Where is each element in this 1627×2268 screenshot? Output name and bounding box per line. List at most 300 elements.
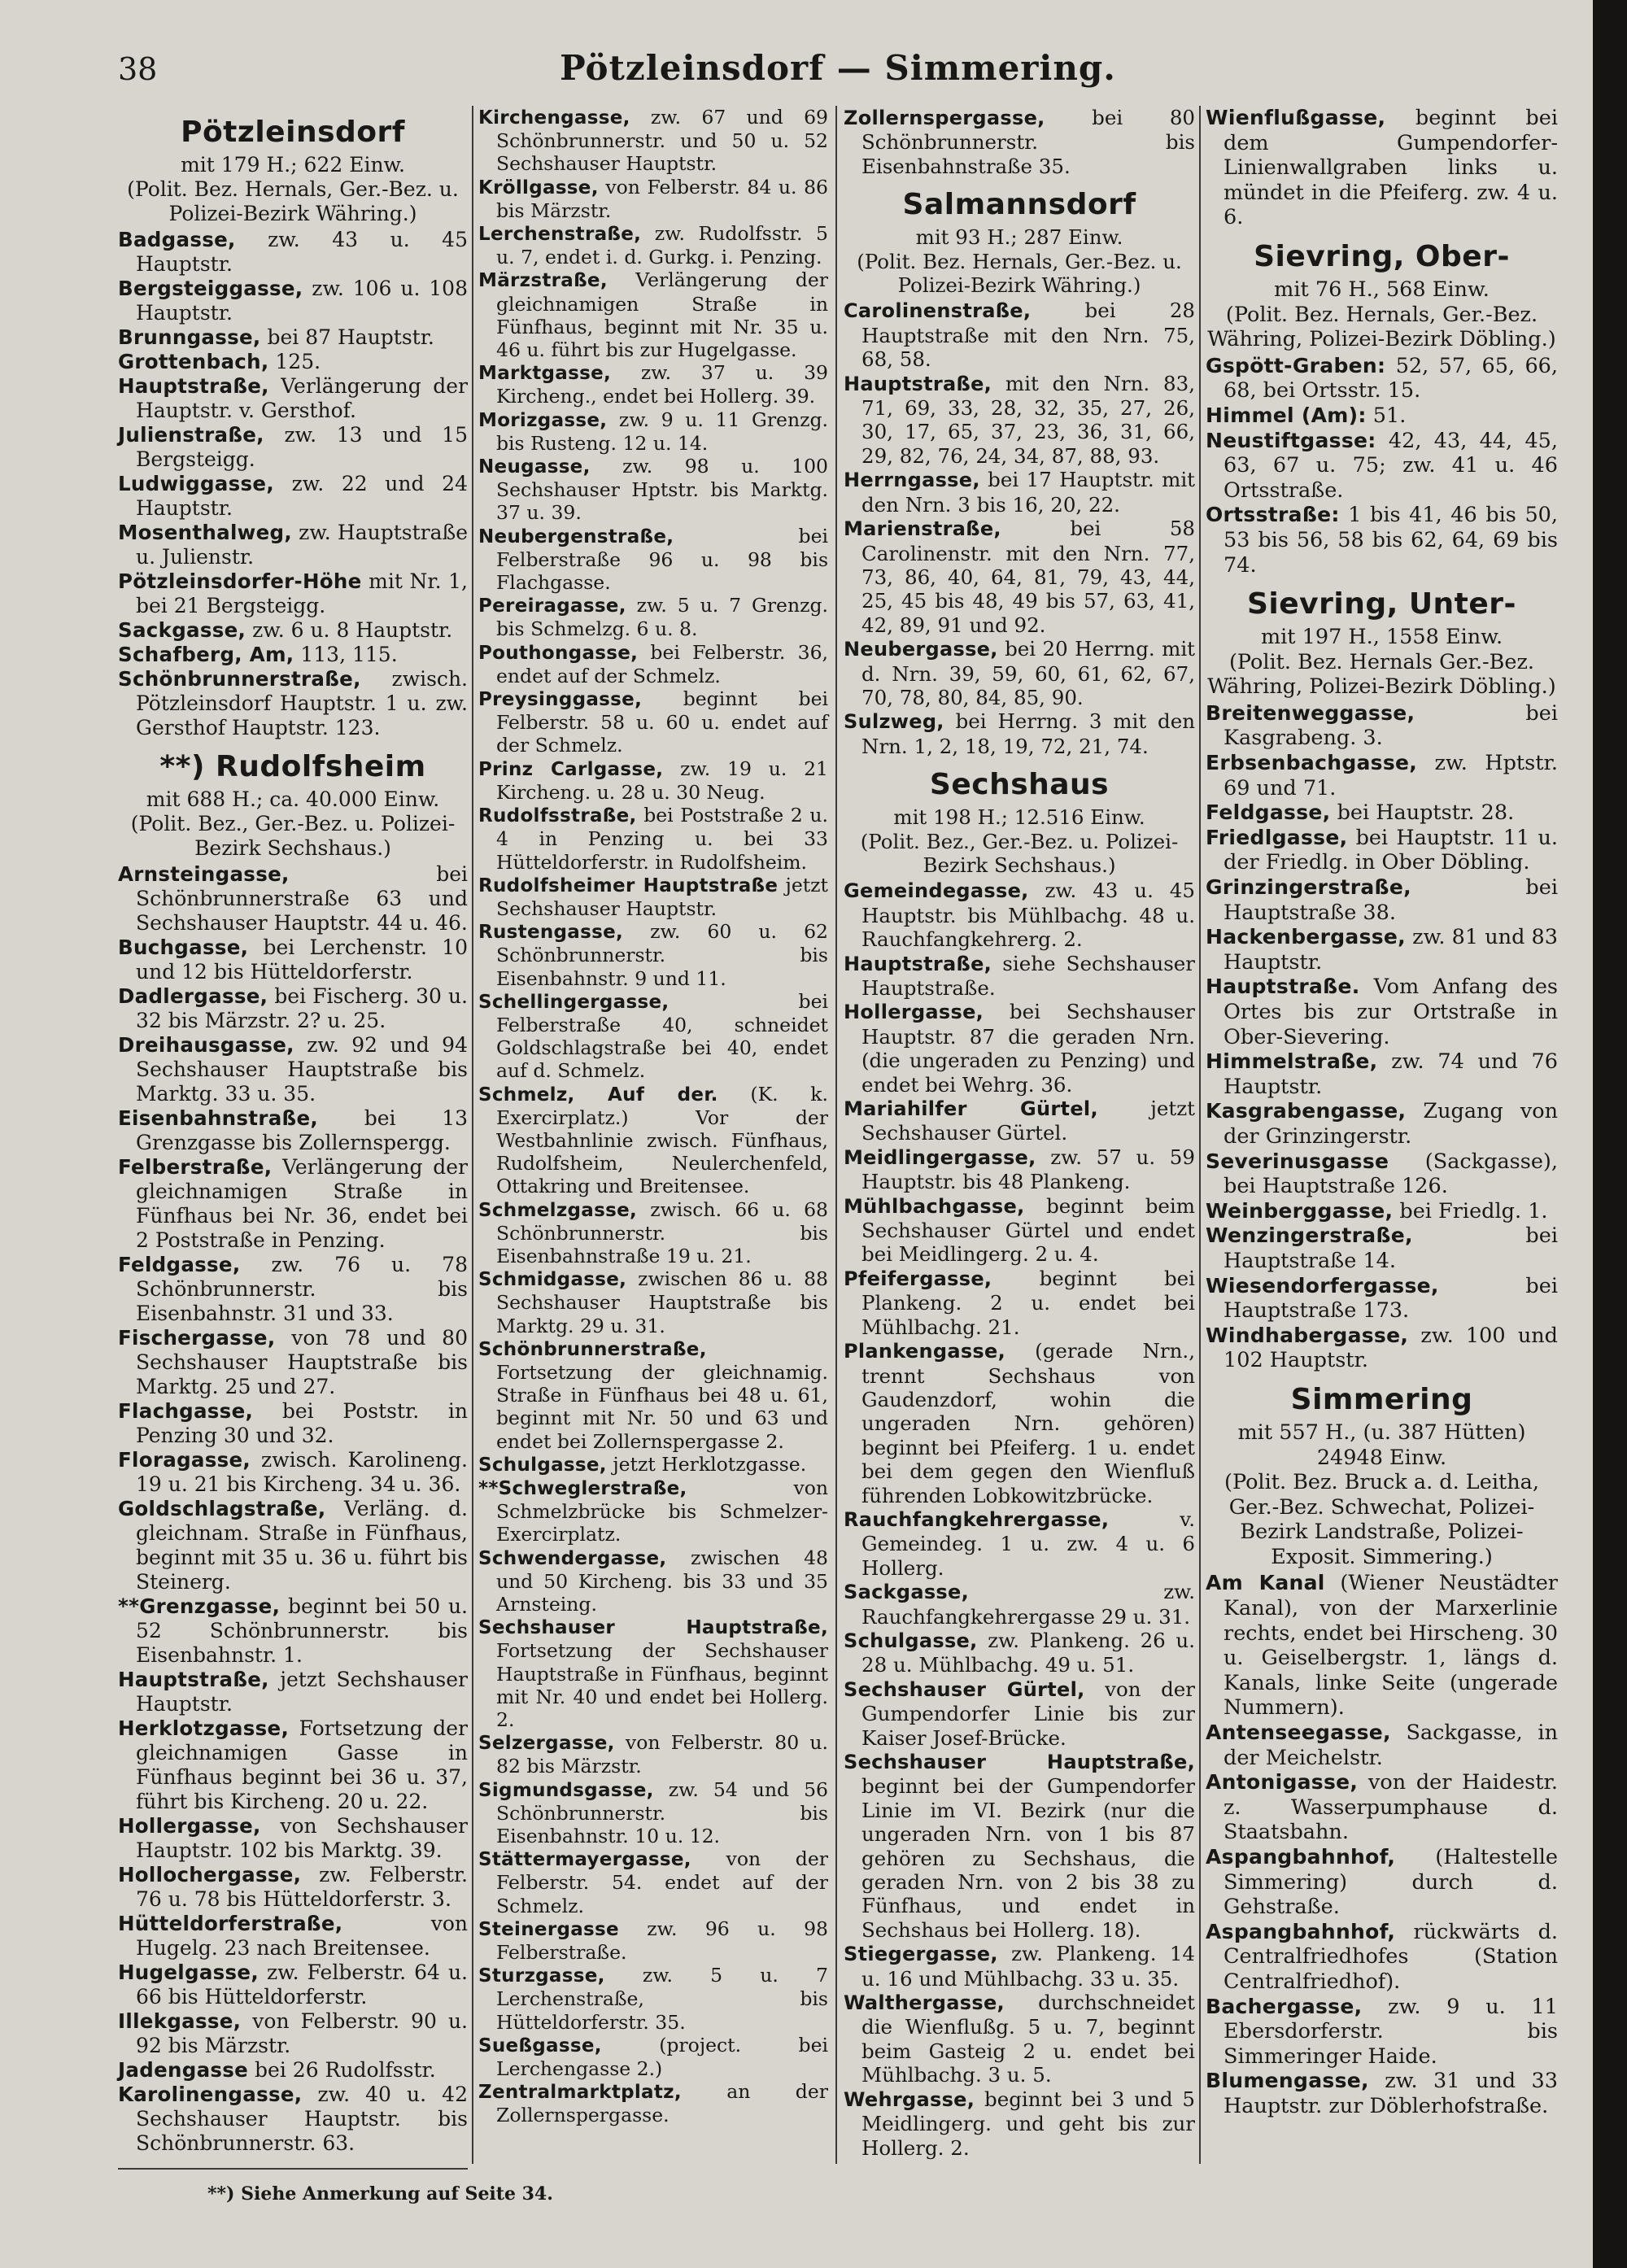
street-entry	[478, 1964, 828, 2034]
street-entry	[844, 1991, 1195, 2087]
street-description: von der Felberstr. 54. endet auf der Schmelz.	[496, 1847, 828, 1917]
street-entry	[118, 1033, 468, 1106]
street-description: an der Zollernspergasse.	[496, 2080, 828, 2127]
street-name: Aspangbahnhof,	[1206, 1845, 1396, 1869]
street-name: Hauptstraße.	[1206, 975, 1360, 999]
street-name: Rudolfsheimer Hauptstraße	[478, 874, 779, 896]
street-entry	[1206, 403, 1558, 429]
street-description: (Sackgasse), bei Hauptstraße 126.	[1224, 1149, 1558, 1199]
street-description: Fortsetzung der gleichnamigen Gasse in Fünfhaus beginnt bei 36 u. 37, führt bis Kircheng. 20 u. 22.	[136, 1716, 468, 1813]
street-name: Sechshauser Gürtel,	[844, 1677, 1085, 1701]
street-description: bei Felberstr. 36, endet auf der Schmelz.	[496, 640, 828, 687]
street-name: Dadlergasse,	[118, 984, 268, 1008]
street-name: Stättermayergasse,	[478, 1849, 691, 1871]
street-entry	[118, 1668, 468, 1716]
street-entry	[478, 1616, 828, 1731]
street-description: Fortsetzung der gleichnamig. Straße in Fünfhaus bei 48 u. 61, beginnt mit Nr. 50 und 63 und endet bei Zollernspergasse 2.	[496, 1360, 828, 1453]
street-entry	[1206, 826, 1558, 875]
street-name: Himmelstraße,	[1206, 1049, 1378, 1074]
district-administration: (Polit. Bez. Hernals, Ger.-Bez. Währing, Polizei-Bezirk Döbling.)	[1207, 302, 1556, 352]
street-entry	[844, 709, 1195, 758]
street-entry	[118, 618, 468, 643]
district-heading: Sechshaus	[929, 768, 1110, 802]
street-name: Feldgasse,	[1206, 800, 1331, 825]
street-description: bei Poststraße 2 u. 4 in Penzing u. bei 33 Hütteldorferstr. in Rudolfsheim.	[496, 804, 828, 874]
street-description: bei Hauptstr. 28.	[1330, 800, 1515, 826]
street-name: Bachergasse,	[1206, 1994, 1363, 2018]
street-entry	[118, 472, 468, 521]
street-name: Hauptstraße,	[844, 372, 992, 395]
street-entry	[1206, 354, 1558, 403]
street-entry	[844, 517, 1195, 637]
street-entry	[478, 222, 828, 268]
street-name: Zollernspergasse,	[844, 107, 1045, 129]
street-entry	[478, 361, 828, 408]
street-description: siehe Sechshauser Hauptstraße.	[861, 951, 1195, 1000]
street-description: bei Schönbrunnerstraße 63 und Sechshauser Hauptstr. 44 u. 46.	[136, 862, 468, 935]
street-description: beginnt bei der Gumpendorfer Linie im VI. Bezirk (nur die ungeraden Nrn. von 1 bis 87 gehören zu Sechshaus, die geraden Nrn. von 2 bis 38 zu Fünfhaus, und endet in Sechshaus bei Hollerg. 18).	[861, 1774, 1195, 1942]
street-name: Pouthongasse,	[478, 642, 639, 664]
street-entry	[478, 106, 828, 176]
street-entry	[118, 1716, 468, 1814]
district-population: mit 688 H.; ca. 40.000 Einw.	[146, 787, 440, 811]
street-description: zw. Felberstr. 64 u. 66 bis Hütteldorferstr.	[136, 1961, 468, 2008]
street-description: beginnt bei 50 u. 52 Schönbrunnerstr. bis Eisenbahnstr. 1.	[136, 1594, 468, 1667]
street-name: Schellingergasse,	[478, 991, 670, 1013]
street-entry	[478, 525, 828, 595]
street-name: Steinergasse	[478, 1918, 619, 1940]
street-entry	[118, 325, 468, 350]
street-description: bei Herrng. 3 mit den Nrn. 1, 2, 18, 19, 72, 21, 74.	[861, 709, 1195, 758]
street-description: zw. 22 und 24 Hauptstr.	[136, 472, 468, 520]
street-description: (Wiener Neustädter Kanal), von der Marxerlinie rechts, endet bei Hirscheng. 30 u. Geiselbergstr. 1, längs d. Kanals, linke Seite (ungerade Nummern).	[1224, 1571, 1558, 1721]
street-entry	[1206, 701, 1558, 751]
street-description: zw. 31 und 33 Hauptstr. zur Döblerhofstraße.	[1224, 2069, 1558, 2118]
street-description: bei Hauptstraße 14.	[1224, 1223, 1558, 1273]
street-description: (Haltestelle Simmering) durch d. Gehstraße.	[1224, 1845, 1558, 1920]
street-entry	[478, 1083, 828, 1198]
street-name: Prinz Carlgasse,	[478, 758, 664, 780]
street-description: 42, 43, 44, 45, 63, 67 u. 75; zw. 41 u. 46 Ortsstraße.	[1224, 428, 1558, 503]
district-heading: Pötzleinsdorf	[181, 116, 405, 149]
street-description: Verlängerung der gleichnamigen Straße in Fünfhaus, beginnt mit Nr. 35 u. 46 u. führt bis zur Hugelgasse.	[496, 268, 828, 362]
street-description: bei 80 Schönbrunnerstr. bis Eisenbahnstraße 35.	[861, 106, 1195, 178]
street-name: Herrngasse,	[844, 469, 980, 492]
street-description: bei Lerchenstr. 10 und 12 bis Hütteldorferstr.	[136, 936, 468, 984]
street-description: zw. Plankeng. 14 u. 16 und Mühlbachg. 33 u. 35.	[861, 1942, 1195, 1991]
district-heading: Salmannsdorf	[902, 188, 1136, 222]
street-name: Kasgrabengasse,	[1206, 1099, 1407, 1123]
street-entry	[1206, 1274, 1558, 1324]
street-entry	[844, 1677, 1195, 1750]
street-name: Windhabergasse,	[1206, 1323, 1409, 1347]
district-population: mit 76 H., 568 Einw.	[1274, 277, 1490, 302]
district-heading: Sievring, Ober-	[1254, 239, 1510, 273]
street-entry	[844, 1194, 1195, 1267]
street-entry	[118, 569, 468, 618]
street-entry	[118, 1912, 468, 1961]
street-entry	[478, 804, 828, 874]
street-name: Arnsteingasse,	[118, 862, 290, 886]
street-description: Verlängerung der Hauptstr. v. Gersthof.	[136, 374, 468, 422]
street-name: Pfeifergasse,	[844, 1267, 992, 1290]
street-name: Feldgasse,	[118, 1253, 241, 1276]
street-name: Hauptstraße,	[844, 952, 992, 975]
street-description: zw. 13 und 15 Bergsteigg.	[136, 423, 468, 471]
street-entry	[1206, 429, 1558, 504]
street-entry	[478, 1453, 828, 1476]
street-entry	[844, 1629, 1195, 1677]
district-population: mit 93 H.; 287 Einw.	[915, 225, 1123, 250]
street-entry	[1206, 1721, 1558, 1770]
district-heading: Sievring, Unter-	[1246, 587, 1517, 622]
district-population: mit 179 H.; 622 Einw.	[181, 153, 405, 177]
street-entry	[118, 1399, 468, 1448]
column-2	[478, 106, 828, 2127]
street-description: zw. 19 u. 21 Kircheng. u. 28 u. 30 Neug.	[496, 757, 829, 804]
street-description: zw. 98 u. 100 Sechshauser Hptstr. bis Marktg. 37 u. 39.	[496, 455, 828, 525]
street-name: Zentralmarktplatz,	[478, 2082, 682, 2104]
street-entry	[1206, 925, 1558, 975]
district-administration: (Polit. Bez., Ger.-Bez. u. Polizei-Bezirk Sechshaus.)	[130, 812, 456, 860]
street-name: Bergsteiggasse,	[118, 277, 303, 300]
street-description: Sackgasse, in der Meichelstr.	[1224, 1721, 1558, 1770]
street-description: Fortsetzung der Sechshauser Hauptstraße in Fünfhaus, beginnt mit Nr. 40 und endet bei Hollerg. 2.	[496, 1639, 828, 1732]
street-description: jetzt Sechshauser Hauptstr.	[136, 1668, 468, 1716]
street-description: bei Hauptstraße 173.	[1224, 1273, 1558, 1324]
street-name: Morizgasse,	[478, 409, 608, 431]
street-description: beginnt beim Sechshauser Gürtel und endet bei Meidlingerg. 2 u. 4.	[861, 1193, 1195, 1267]
street-entry	[118, 1961, 468, 2009]
street-entry	[478, 687, 828, 757]
street-description: zw. 96 u. 98 Felberstraße.	[496, 1917, 828, 1965]
street-description: zw. 37 u. 39 Kircheng., endet bei Hollerg. 39.	[496, 361, 828, 408]
street-description: von Felberstr. 84 u. 86 bis Märzstr.	[496, 175, 828, 222]
street-name: Rauchfangkehrergasse,	[844, 1507, 1110, 1531]
street-name: Karolinengasse,	[118, 2083, 303, 2106]
street-name: Wenzingerstraße,	[1206, 1223, 1413, 1248]
street-description: mit den Nrn. 83, 71, 69, 33, 28, 32, 35, 27, 26, 30, 17, 65, 37, 23, 36, 31, 66, 29, 82, 76, 24, 34, 87, 88, 93.	[861, 371, 1195, 468]
street-entry	[1206, 875, 1558, 925]
street-name: Hollergasse,	[844, 1001, 984, 1024]
street-entry	[844, 952, 1195, 1001]
street-entry	[478, 1731, 828, 1777]
street-name: Pereiragasse,	[478, 595, 626, 617]
street-description: beginnt bei dem Gumpendorfer-Linienwallgraben links u. mündet in die Pfeiferg. zw. 4 u. 6.	[1224, 106, 1558, 230]
street-name: Hauptstraße,	[118, 1668, 269, 1691]
street-name: Neubergasse,	[844, 638, 998, 661]
street-name: Rudolfsstraße,	[478, 805, 637, 827]
street-name: **Grenzgasse,	[118, 1594, 281, 1618]
street-description: zw. 106 u. 108 Hauptstr.	[136, 277, 468, 325]
street-entry	[844, 372, 1195, 469]
street-entry	[844, 1339, 1195, 1507]
column-1	[118, 106, 468, 2156]
street-description: zwisch. Karolineng. 19 u. 21 bis Kircheng. 34 u. 36.	[136, 1448, 468, 1496]
street-description: bei 87 Hauptstr.	[260, 325, 434, 349]
street-entry	[478, 176, 828, 222]
street-description: 51.	[1366, 403, 1407, 428]
street-entry	[1206, 1049, 1558, 1099]
street-name: Severinusgasse	[1206, 1149, 1389, 1173]
street-description: v. Gemeindeg. 1 u. zw. 4 u. 6 Hollerg.	[861, 1507, 1195, 1580]
street-name: Jadengasse	[118, 2058, 249, 2082]
street-name: Plankengasse,	[844, 1340, 1006, 1363]
street-name: Hauptstraße,	[118, 374, 269, 398]
street-description: Verläng. d. gleichnam. Straße in Fünfhaus, beginnt mit 35 u. 36 u. führt bis Steinerg.	[136, 1497, 468, 1594]
street-name: Neustiftgasse:	[1206, 428, 1376, 452]
street-name: Friedlgasse,	[1206, 825, 1348, 849]
street-entry	[118, 521, 468, 569]
street-name: Floragasse,	[118, 1448, 251, 1472]
street-entry	[844, 468, 1195, 517]
street-name: Carolinenstraße,	[844, 299, 1032, 323]
street-description: mit Nr. 1, bei 21 Bergsteigg.	[136, 569, 468, 617]
street-description: von Felberstr. 90 u. 92 bis Märzstr.	[136, 2009, 468, 2057]
street-name: Blumengasse,	[1206, 2069, 1369, 2093]
street-name: Sackgasse,	[118, 618, 246, 642]
street-entry	[478, 2034, 828, 2080]
street-name: Schmelz, Auf der.	[478, 1084, 718, 1106]
street-name: Badgasse,	[118, 228, 236, 251]
street-name: Marienstraße,	[844, 517, 1001, 541]
street-entry	[1206, 2069, 1558, 2118]
street-entry	[118, 350, 468, 374]
street-name: Schafberg, Am,	[118, 643, 294, 666]
street-name: Kröllgasse,	[478, 177, 599, 198]
street-entry	[478, 641, 828, 687]
street-name: Herklotzgasse,	[118, 1716, 290, 1740]
street-name: Himmel (Am):	[1206, 403, 1367, 427]
street-entry	[118, 374, 468, 423]
street-name: Sueßgasse,	[478, 2035, 602, 2056]
street-entry	[1206, 975, 1558, 1049]
page-number: 38	[118, 51, 158, 87]
street-description: zw. 40 u. 42 Sechshauser Hauptstr. bis Schönbrunnerstr. 63.	[136, 2083, 468, 2155]
street-description: 1 bis 41, 46 bis 50, 53 bis 56, 58 bis 62, 64, 69 bis 74.	[1224, 503, 1558, 578]
street-entry	[1206, 503, 1558, 578]
street-description: bei 13 Grenzgasse bis Zollernspergg.	[136, 1106, 468, 1154]
street-description: bei Hauptstr. 11 u. der Friedlg. in Ober Döbling.	[1224, 825, 1558, 875]
street-name: Hollochergasse,	[118, 1863, 302, 1886]
street-entry	[118, 1253, 468, 1326]
street-entry	[478, 920, 828, 990]
street-name: Aspangbahnhof,	[1206, 1919, 1396, 1943]
district-population: mit 197 H., 1558 Einw.	[1260, 625, 1503, 650]
street-description: zw. 6 u. 8 Hauptstr.	[246, 618, 453, 642]
street-name: Antenseegasse,	[1206, 1721, 1391, 1745]
street-entry	[118, 2009, 468, 2058]
street-description: von Sechshauser Hauptstr. 102 bis Marktg. 39.	[136, 1814, 468, 1862]
street-entry	[118, 228, 468, 277]
street-description: beginnt bei 3 und 5 Meidlingerg. und geht bis zur Hollerg. 2.	[861, 2087, 1195, 2160]
street-entry	[478, 1267, 828, 1337]
street-description: 125.	[268, 350, 321, 373]
street-name: Selzergasse,	[478, 1733, 615, 1755]
street-name: Wehrgasse,	[844, 2087, 975, 2111]
street-description: bei Fischerg. 30 u. 32 bis Märzstr. 2? u. 25.	[136, 984, 468, 1032]
street-description: zw. 67 und 69 Schönbrunnerstr. und 50 u. 52 Sechshauser Hauptstr.	[496, 106, 828, 176]
street-entry	[118, 1814, 468, 1863]
street-name: Walthergasse,	[844, 1991, 1005, 2015]
street-entry	[1206, 1223, 1558, 1273]
street-description: zwischen 48 und 50 Kircheng. bis 33 und 35 Arnsteing.	[496, 1546, 828, 1616]
street-name: Meidlingergasse,	[844, 1145, 1036, 1169]
street-name: Hollergasse,	[118, 1814, 261, 1838]
street-entry	[844, 637, 1195, 709]
street-name: Schönbrunnerstraße,	[118, 667, 361, 691]
street-description: zwischen 86 u. 88 Sechshauser Hauptstraße bis Marktg. 29 u. 31.	[496, 1267, 828, 1337]
column-3	[844, 106, 1195, 2160]
page-header	[118, 45, 1558, 102]
street-entry	[478, 1476, 828, 1546]
column-divider	[1199, 106, 1201, 2164]
street-name: Weinberggasse,	[1206, 1198, 1394, 1223]
street-entry	[118, 423, 468, 472]
street-entry	[844, 1267, 1195, 1339]
street-description: beginnt bei Plankeng. 2 u. endet bei Mühlbachg. 21.	[861, 1266, 1195, 1339]
street-name: Mosenthalweg,	[118, 521, 292, 544]
street-name: Pötzleinsdorfer-Höhe	[118, 569, 362, 593]
street-entry	[478, 2080, 828, 2126]
street-name: Kirchengasse,	[478, 107, 630, 129]
column-divider	[472, 106, 473, 2164]
running-title: Pötzleinsdorf — Simmering.	[560, 48, 1116, 88]
book-spine	[1593, 0, 1627, 2268]
street-description: bei 17 Hauptstr. mit den Nrn. 3 bis 16, 20, 22.	[861, 468, 1195, 517]
district-administration: (Polit. Bez. Bruck a. d. Leitha, Ger.-Bez. Schwechat, Polizei-Bezirk Landstraße, Polizei-Exposit. Simmering.)	[1224, 1470, 1539, 1569]
street-name: Eisenbahnstraße,	[118, 1106, 318, 1130]
street-description: zw. 43 u. 45 Hauptstr. bis Mühlbachg. 48 u. Rauchfangkehrerg. 2.	[861, 879, 1195, 952]
district-administration: (Polit. Bez., Ger.-Bez. u. Polizei-Bezirk Sechshaus.)	[860, 829, 1179, 877]
street-entry	[844, 1580, 1195, 1629]
street-description: durchschneidet die Wienflußg. 5 u. 7, beginnt beim Gasteig 2 u. endet bei Mühlbachg. 3 u. 5.	[861, 1991, 1195, 2087]
street-entry	[844, 106, 1195, 178]
street-description: 113, 115.	[294, 643, 398, 666]
street-entry	[1206, 1995, 1558, 2070]
street-description: von der Gumpendorfer Linie bis zur Kaiser Josef-Brücke.	[861, 1677, 1195, 1750]
district-population: mit 557 H., (u. 387 Hütten) 24948 Einw.	[1237, 1420, 1526, 1470]
street-description: bei 58 Carolinenstr. mit den Nrn. 77, 73, 86, 40, 64, 81, 79, 43, 44, 25, 45 bis 48, 49 bis 57, 63, 41, 42, 89, 91 und 92.	[861, 517, 1195, 637]
street-name: Buchgasse,	[118, 936, 249, 959]
street-name: Flachgasse,	[118, 1399, 254, 1423]
street-description: zw. 9 u. 11 Grenzg. bis Rusteng. 12 u. 14.	[496, 408, 828, 455]
street-entry	[844, 299, 1195, 371]
street-entry	[1206, 1149, 1558, 1199]
street-name: Mühlbachgasse,	[844, 1194, 1025, 1218]
street-name: Dreihausgasse,	[118, 1033, 294, 1057]
street-description: zw. 81 und 83 Hauptstr.	[1224, 925, 1558, 975]
street-description: zw. 57 u. 59 Hauptstr. bis 48 Plankeng.	[861, 1145, 1195, 1194]
street-entry	[478, 990, 828, 1083]
street-description: bei Sechshauser Hauptstr. 87 die geraden Nrn. (die ungeraden zu Penzing) und endet bei Wehrg. 36.	[861, 1000, 1195, 1097]
street-description: 52, 57, 65, 66, 68, bei Ortsstr. 15.	[1224, 353, 1558, 403]
district-heading: **) Rudolfsheim	[159, 750, 426, 783]
street-entry	[844, 1507, 1195, 1580]
street-description: von Schmelzbrücke bis Schmelzer-Exercirplatz.	[496, 1476, 828, 1546]
street-entry	[478, 1917, 828, 1964]
street-name: Am Kanal	[1206, 1571, 1325, 1595]
street-description: Vom Anfang des Ortes bis zur Ortstraße in Ober-Sievering.	[1224, 975, 1558, 1049]
district-administration: (Polit. Bez. Hernals, Ger.-Bez. u. Polizei-Bezirk Währing.)	[127, 177, 459, 225]
district-administration: (Polit. Bez. Hernals, Ger.-Bez. u. Polizei-Bezirk Währing.)	[857, 249, 1182, 298]
street-name: Julienstraße,	[118, 423, 264, 447]
street-name: Marktgasse,	[478, 363, 612, 385]
street-entry	[118, 1155, 468, 1253]
street-name: Ludwiggasse,	[118, 472, 274, 495]
street-entry	[118, 1448, 468, 1497]
street-name: Gemeindegasse,	[844, 879, 1029, 903]
street-entry	[118, 2058, 468, 2083]
street-name: Hütteldorferstraße,	[118, 1912, 343, 1935]
street-name: Erbsenbachgasse,	[1206, 751, 1418, 775]
street-name: **Schweglerstraße,	[478, 1477, 687, 1499]
street-name: Sackgasse,	[844, 1581, 970, 1604]
street-name: Sechshauser Hauptstraße,	[844, 1751, 1195, 1773]
street-description: (project. bei Lerchengasse 2.)	[496, 2033, 828, 2081]
street-description: zw. Felberstr. 76 u. 78 bis Hütteldorferstr. 3.	[136, 1863, 468, 1911]
street-name: Sigmundsgasse,	[478, 1779, 654, 1801]
street-name: Märzstraße,	[478, 270, 608, 292]
street-name: Sturzgasse,	[478, 1965, 605, 1987]
street-entry	[118, 862, 468, 936]
street-entry	[478, 1198, 828, 1268]
street-description: zwisch. 66 u. 68 Schönbrunnerstr. bis Eisenbahnstraße 19 u. 21.	[496, 1197, 828, 1267]
street-description: rückwärts d. Centralfriedhofes (Station Centralfriedhof).	[1224, 1919, 1558, 1994]
street-entry	[844, 1750, 1195, 1942]
street-entry	[118, 1863, 468, 1912]
footnote-divider	[118, 2168, 468, 2170]
street-name: Grottenbach,	[118, 350, 269, 373]
street-name: Illekgasse,	[118, 2009, 242, 2033]
street-description: jetzt Sechshauser Hauptstr.	[496, 873, 828, 920]
street-description: zw. Plankeng. 26 u. 28 u. Mühlbachg. 49 u. 51.	[861, 1628, 1195, 1677]
street-entry	[118, 1594, 468, 1668]
street-entry	[478, 1778, 828, 1848]
street-description: beginnt bei Felberstr. 58 u. 60 u. endet auf der Schmelz.	[496, 687, 828, 757]
street-entry	[1206, 1845, 1558, 1920]
street-name: Sulzweg,	[844, 710, 944, 734]
street-entry	[1206, 1920, 1558, 1995]
street-entry	[844, 2087, 1195, 2160]
street-entry	[478, 1546, 828, 1616]
street-description: zw. 5 u. 7 Grenzg. bis Schmelzg. 6 u. 8.	[496, 594, 828, 641]
street-name: Rustengasse,	[478, 922, 624, 944]
street-description: zw. Rauchfangkehrergasse 29 u. 31.	[861, 1580, 1195, 1629]
street-entry	[1206, 1199, 1558, 1224]
street-description: bei Felberstraße 40, schneidet Goldschlagstraße bei 40, endet auf d. Schmelz.	[496, 989, 828, 1083]
district-population: mit 198 H.; 12.516 Einw.	[893, 805, 1145, 830]
street-entry	[118, 667, 468, 740]
street-description: bei Felberstraße 96 u. 98 bis Flachgasse.	[496, 524, 828, 595]
street-description: zw. 76 u. 78 Schönbrunnerstr. bis Eisenbahnstr. 31 und 33.	[136, 1253, 468, 1325]
street-name: Wienflußgasse,	[1206, 106, 1386, 129]
street-description: Verlängerung der gleichnamigen Straße in Fünfhaus bei Nr. 36, endet bei 2 Poststraße in Penzing.	[136, 1155, 468, 1252]
street-entry	[1206, 751, 1558, 800]
street-description: von 78 und 80 Sechshauser Hauptstraße bis Marktg. 25 und 27.	[136, 1326, 468, 1398]
street-name: Schmelzgasse,	[478, 1199, 638, 1221]
street-description: von der Haidestr. z. Wasserpumphause d. Staatsbahn.	[1224, 1770, 1558, 1845]
street-entry	[118, 1497, 468, 1594]
street-name: Neubergenstraße,	[478, 526, 674, 547]
street-name: Mariahilfer Gürtel,	[844, 1097, 1098, 1121]
street-entry	[118, 277, 468, 325]
street-entry	[118, 984, 468, 1033]
street-entry	[844, 1000, 1195, 1097]
street-description: (K. k. Exercirplatz.) Vor der Westbahnlinie zwisch. Fünfhaus, Rudolfsheim, Neulerchenfeld, Ottakring und Breitensee.	[496, 1082, 828, 1198]
street-name: Antonigasse,	[1206, 1770, 1359, 1795]
street-entry	[478, 874, 828, 920]
